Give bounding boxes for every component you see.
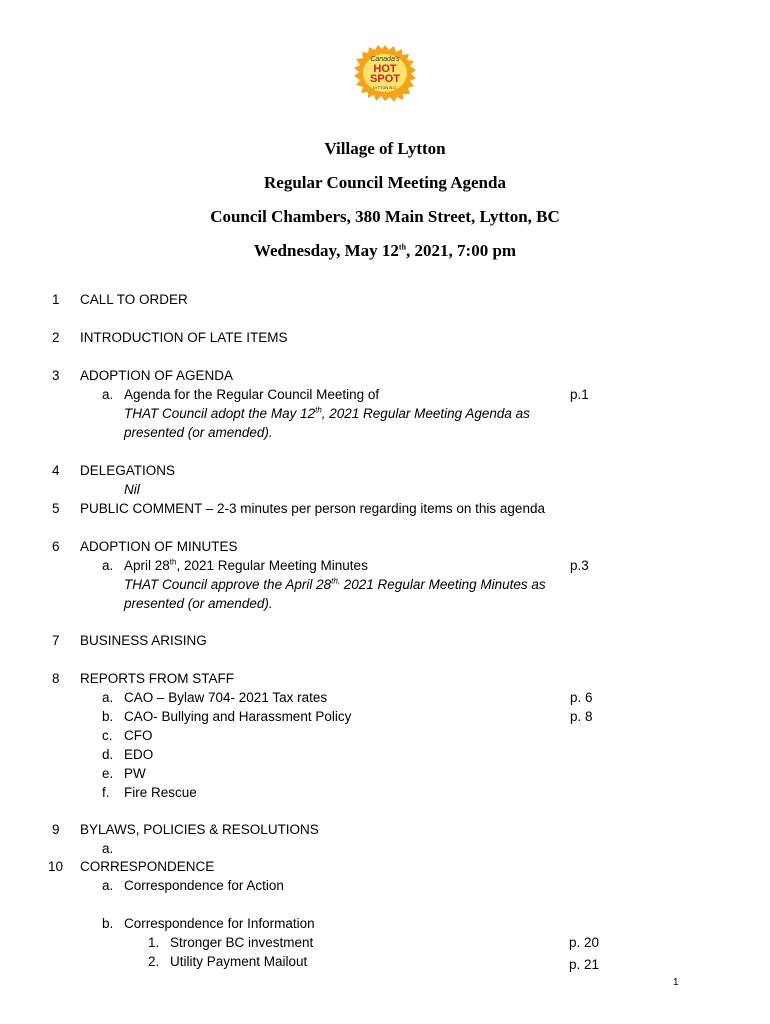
item-heading: CALL TO ORDER (80, 292, 188, 307)
page-ref: p. 20 (569, 935, 600, 950)
page-ref: p. 8 (570, 709, 593, 724)
title-date-a: Wednesday, May 12 (253, 241, 399, 260)
page-ref: p.3 (570, 558, 589, 573)
motion-text-b: 2021 Regular Meeting Minutes as (340, 577, 546, 592)
sub-letter: a. (102, 878, 114, 893)
sub-item-sup: th (169, 557, 177, 567)
page-number: 1 (673, 977, 679, 988)
sub-item-text: CFO (124, 728, 153, 743)
logo-text-4: LYTTON B.C. (372, 85, 398, 90)
item-number: 5 (52, 501, 60, 516)
sub-item-text: PW (124, 766, 146, 781)
sub-item-text-b: , 2021 Regular Meeting Minutes (176, 558, 368, 573)
item-heading: BYLAWS, POLICIES & RESOLUTIONS (80, 822, 319, 837)
motion-sup: th, (331, 576, 341, 586)
motion-text (124, 576, 546, 594)
item-number: 9 (52, 822, 60, 837)
item-heading: ADOPTION OF AGENDA (80, 368, 234, 383)
item-heading: CORRESPONDENCE (80, 859, 215, 874)
item-number: 8 (52, 671, 60, 686)
sub-letter: a. (102, 690, 114, 705)
item-number: 1 (52, 292, 60, 307)
motion-text-b: , 2021 Regular Meeting Agenda as (321, 406, 530, 421)
sub-letter: c. (102, 728, 113, 743)
sub-sub-number: 2. (148, 954, 160, 969)
title-date-b: , 2021, 7:00 pm (406, 241, 517, 260)
item-number: 4 (52, 463, 60, 478)
title-location: Council Chambers, 380 Main Street, Lytton, BC (210, 207, 560, 226)
item-heading: DELEGATIONS (80, 463, 176, 478)
logo-text-2: HOT (373, 63, 397, 75)
hot-spot-logo (353, 44, 417, 102)
motion-text-a: THAT Council adopt the May 12 (124, 406, 316, 421)
sub-sub-text: Stronger BC investment (170, 935, 314, 950)
sub-item-text: Correspondence for Information (124, 916, 315, 931)
title-date (0, 241, 770, 261)
title-date-sup: th (398, 242, 407, 252)
sub-letter: d. (102, 747, 114, 762)
item-number: 3 (52, 368, 60, 383)
sub-item-text-a: April 28 (124, 558, 170, 573)
sub-item-text: CAO- Bullying and Harassment Policy (124, 709, 352, 724)
item-number: 6 (52, 539, 60, 554)
sub-item-text (124, 557, 368, 575)
item-number: 7 (52, 633, 60, 648)
logo-text-1: Canada's (370, 56, 400, 63)
sub-sub-text: Utility Payment Mailout (170, 954, 308, 969)
sub-letter: a. (102, 558, 114, 573)
sub-item-text: Agenda for the Regular Council Meeting of (124, 387, 380, 402)
motion-text: presented (or amended). (124, 596, 273, 611)
item-heading: BUSINESS ARISING (80, 633, 207, 648)
delegations-nil: Nil (124, 482, 140, 497)
item-heading: PUBLIC COMMENT – 2-3 minutes per person regarding items on this agenda (80, 501, 545, 516)
sub-item-text: Fire Rescue (124, 785, 197, 800)
sub-sub-number: 1. (148, 935, 160, 950)
logo-text-3: SPOT (370, 73, 400, 85)
page-ref: p.1 (570, 387, 589, 402)
title-village: Village of Lytton (324, 139, 446, 158)
item-heading: INTRODUCTION OF LATE ITEMS (80, 330, 288, 345)
title-meeting: Regular Council Meeting Agenda (264, 173, 506, 192)
motion-text (124, 405, 530, 423)
sub-item-text: Correspondence for Action (124, 878, 284, 893)
sub-item-text: EDO (124, 747, 154, 762)
sub-letter: e. (102, 766, 114, 781)
sub-letter: b. (102, 709, 114, 724)
motion-sup: th (315, 405, 322, 415)
sub-letter: a. (102, 841, 114, 856)
item-heading: REPORTS FROM STAFF (80, 671, 235, 686)
sub-letter: a. (102, 387, 114, 402)
motion-text: presented (or amended). (124, 425, 273, 440)
motion-text-a: THAT Council approve the April 28 (124, 577, 332, 592)
item-heading: ADOPTION OF MINUTES (80, 539, 238, 554)
item-number: 10 (48, 859, 64, 874)
page-ref: p. 6 (570, 690, 593, 705)
sub-item-text: CAO – Bylaw 704- 2021 Tax rates (124, 690, 328, 705)
item-number: 2 (52, 330, 60, 345)
sub-letter: b. (102, 916, 114, 931)
sub-letter: f. (102, 785, 110, 800)
page-ref: p. 21 (569, 957, 600, 972)
